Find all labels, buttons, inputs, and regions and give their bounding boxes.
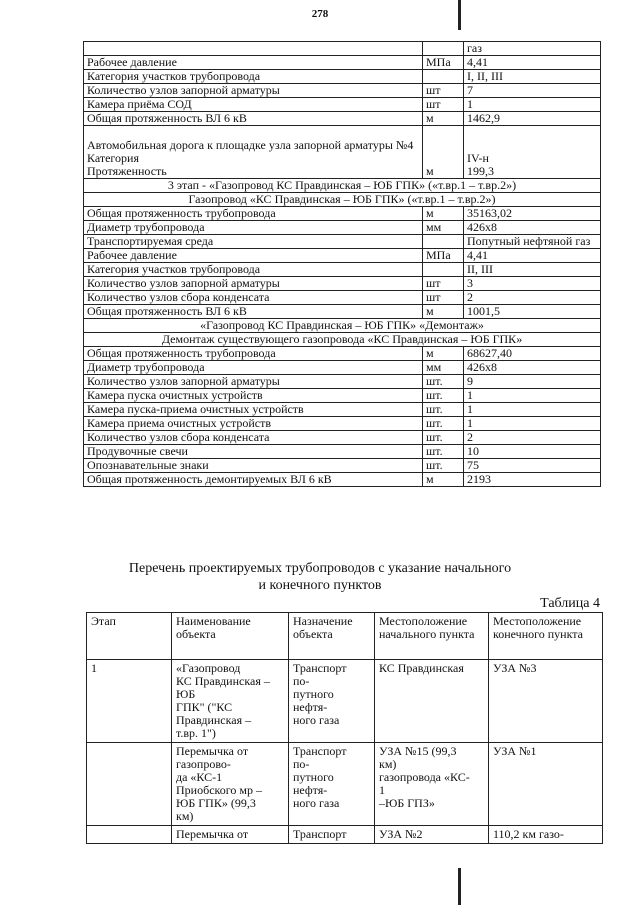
spec-value: 426х8	[464, 361, 601, 375]
spec-parameter: Категория участков трубопровода	[84, 70, 423, 84]
routes-cell: УЗА №1	[489, 743, 603, 826]
spec-value: 4,41	[464, 56, 601, 70]
spec-unit: шт.	[423, 431, 464, 445]
spec-parameter: Рабочее давление	[84, 56, 423, 70]
spec-parameter: Продувочные свечи	[84, 445, 423, 459]
section-heading-line-2: и конечного пунктов	[258, 578, 382, 593]
scan-artifact-bottom	[458, 868, 461, 905]
spec-row	[84, 249, 601, 263]
routes-cell	[87, 743, 172, 826]
spec-row	[84, 207, 601, 221]
spec-value: 1462,9	[464, 112, 601, 126]
spec-value: 4,41	[464, 249, 601, 263]
spec-parameter: Общая протяженность трубопровода	[84, 207, 423, 221]
spec-row	[84, 473, 601, 487]
spec-unit: шт.	[423, 403, 464, 417]
spec-row	[84, 56, 601, 70]
routes-column-header: Этап	[87, 613, 172, 660]
spec-unit: шт	[423, 277, 464, 291]
spec-unit: м	[423, 207, 464, 221]
spec-value: Попутный нефтяной газ	[464, 235, 601, 249]
spec-row	[84, 84, 601, 98]
spec-parameter: Количество узлов запорной арматуры	[84, 84, 423, 98]
spec-value: IV-н 199,3	[464, 126, 601, 179]
spec-row	[84, 389, 601, 403]
spec-row	[84, 445, 601, 459]
spec-parameter: Количество узлов запорной арматуры	[84, 277, 423, 291]
spec-row	[84, 375, 601, 389]
routes-column-header: Назначение объекта	[289, 613, 375, 660]
spec-unit: м	[423, 305, 464, 319]
spec-value: газ	[464, 42, 601, 56]
spec-section-row	[84, 179, 601, 193]
spec-unit: шт.	[423, 389, 464, 403]
spec-row	[84, 263, 601, 277]
spec-unit: шт.	[423, 459, 464, 473]
spec-row	[84, 221, 601, 235]
spec-parameter: Диаметр трубопровода	[84, 221, 423, 235]
spec-row	[84, 361, 601, 375]
section-heading-line-1: Перечень проектируемых трубопроводов с указание начального	[128, 561, 512, 576]
spec-unit: шт	[423, 84, 464, 98]
spec-row	[84, 403, 601, 417]
spec-parameter: Рабочее давление	[84, 249, 423, 263]
spec-section-row	[84, 319, 601, 333]
spec-value: 2	[464, 291, 601, 305]
routes-cell: Перемычка от	[172, 826, 289, 844]
spec-parameter	[84, 42, 423, 56]
spec-row	[84, 459, 601, 473]
routes-row	[87, 743, 603, 826]
spec-value: 2	[464, 431, 601, 445]
spec-value: 35163,02	[464, 207, 601, 221]
spec-unit: мм	[423, 361, 464, 375]
spec-value: 1	[464, 389, 601, 403]
spec-parameter: Общая протяженность трубопровода	[84, 347, 423, 361]
spec-value: 1001,5	[464, 305, 601, 319]
spec-value: 68627,40	[464, 347, 601, 361]
routes-cell: УЗА №2	[375, 826, 489, 844]
routes-cell: УЗА №15 (99,3 км) газопровода «КС- 1 –ЮБ ГПЗ»	[375, 743, 489, 826]
spec-parameter: Опознавательные знаки	[84, 459, 423, 473]
spec-unit	[423, 70, 464, 84]
spec-parameter: Транспортируемая среда	[84, 235, 423, 249]
spec-section-row	[84, 193, 601, 207]
spec-unit: МПа	[423, 249, 464, 263]
routes-cell: 1	[87, 660, 172, 743]
spec-unit: шт.	[423, 417, 464, 431]
spec-unit: мм	[423, 221, 464, 235]
spec-section-title: Демонтаж существующего газопровода «КС Правдинская – ЮБ ГПК»	[84, 333, 601, 347]
scan-artifact-top	[458, 0, 461, 30]
spec-unit	[423, 263, 464, 277]
spec-row	[84, 431, 601, 445]
spec-unit: м	[423, 112, 464, 126]
spec-parameter: Автомобильная дорога к площадке узла запорной арматуры №4 Категория Протяженность	[84, 126, 423, 179]
spec-value: 10	[464, 445, 601, 459]
spec-section-row	[84, 333, 601, 347]
spec-value: 9	[464, 375, 601, 389]
specification-table	[83, 41, 601, 487]
spec-parameter: Камера приёма СОД	[84, 98, 423, 112]
routes-row	[87, 660, 603, 743]
spec-row	[84, 70, 601, 84]
routes-cell: КС Правдинская	[375, 660, 489, 743]
spec-row	[84, 347, 601, 361]
spec-value: 426х8	[464, 221, 601, 235]
section-heading	[0, 560, 640, 594]
routes-column-header: Наименование объекта	[172, 613, 289, 660]
spec-parameter: Количество узлов сбора конденсата	[84, 431, 423, 445]
routes-column-header: Местоположение конечного пункта	[489, 613, 603, 660]
routes-cell: Транспорт по- путного нефтя- ного газа	[289, 660, 375, 743]
spec-unit: шт	[423, 291, 464, 305]
spec-value: I, II, III	[464, 70, 601, 84]
routes-cell: «Газопровод КС Правдинская – ЮБ ГПК" ("КС Правдинская – т.вр. 1")	[172, 660, 289, 743]
pipeline-routes-table	[86, 612, 603, 844]
spec-unit: МПа	[423, 56, 464, 70]
spec-unit: шт.	[423, 375, 464, 389]
spec-unit: м	[423, 126, 464, 179]
routes-row	[87, 826, 603, 844]
spec-parameter: Камера пуска очистных устройств	[84, 389, 423, 403]
spec-row	[84, 291, 601, 305]
routes-cell: Перемычка от газопрово- да «КС-1 Приобского мр – ЮБ ГПК» (99,3 км)	[172, 743, 289, 826]
spec-section-title: «Газопровод КС Правдинская – ЮБ ГПК» «Демонтаж»	[84, 319, 601, 333]
table-caption: Таблица 4	[540, 596, 600, 611]
spec-value: II, III	[464, 263, 601, 277]
routes-cell: 110,2 км газо-	[489, 826, 603, 844]
spec-row	[84, 112, 601, 126]
spec-unit	[423, 235, 464, 249]
spec-unit: м	[423, 473, 464, 487]
routes-cell: Транспорт по- путного нефтя- ного газа	[289, 743, 375, 826]
spec-unit: м	[423, 347, 464, 361]
spec-parameter: Количество узлов сбора конденсата	[84, 291, 423, 305]
spec-unit	[423, 42, 464, 56]
spec-value: 75	[464, 459, 601, 473]
routes-cell: Транспорт	[289, 826, 375, 844]
spec-parameter: Общая протяженность ВЛ 6 кВ	[84, 305, 423, 319]
spec-parameter: Категория участков трубопровода	[84, 263, 423, 277]
spec-value: 3	[464, 277, 601, 291]
spec-section-title: 3 этап - «Газопровод КС Правдинская – ЮБ ГПК» («т.вр.1 – т.вр.2»)	[84, 179, 601, 193]
spec-parameter: Камера пуска-приема очистных устройств	[84, 403, 423, 417]
spec-parameter: Диаметр трубопровода	[84, 361, 423, 375]
routes-cell	[87, 826, 172, 844]
spec-parameter: Количество узлов запорной арматуры	[84, 375, 423, 389]
spec-value: 1	[464, 98, 601, 112]
spec-unit: шт	[423, 98, 464, 112]
spec-value: 1	[464, 403, 601, 417]
spec-row	[84, 235, 601, 249]
spec-value: 2193	[464, 473, 601, 487]
spec-section-title: Газопровод «КС Правдинская – ЮБ ГПК» («т.вр.1 – т.вр.2»)	[84, 193, 601, 207]
spec-unit: шт.	[423, 445, 464, 459]
spec-row	[84, 126, 601, 179]
page-number: 278	[311, 8, 329, 20]
spec-parameter: Общая протяженность ВЛ 6 кВ	[84, 112, 423, 126]
spec-parameter: Общая протяженность демонтируемых ВЛ 6 кВ	[84, 473, 423, 487]
spec-value: 1	[464, 417, 601, 431]
routes-column-header: Местоположение начального пункта	[375, 613, 489, 660]
routes-cell: УЗА №3	[489, 660, 603, 743]
spec-row	[84, 98, 601, 112]
spec-parameter: Камера приема очистных устройств	[84, 417, 423, 431]
spec-row	[84, 417, 601, 431]
spec-row	[84, 277, 601, 291]
spec-row	[84, 42, 601, 56]
spec-value: 7	[464, 84, 601, 98]
spec-row	[84, 305, 601, 319]
